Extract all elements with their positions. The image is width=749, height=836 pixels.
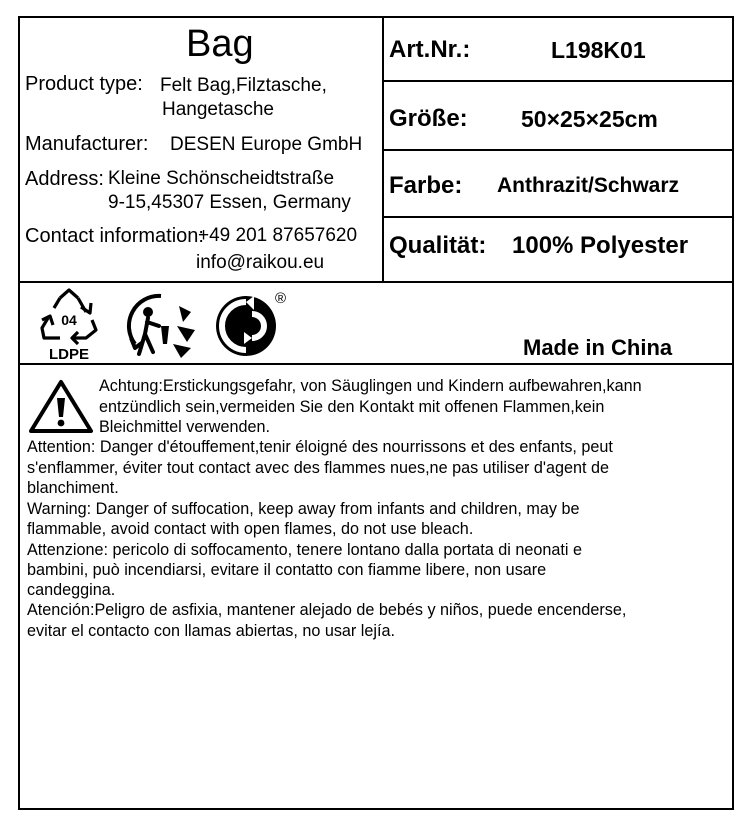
warning-icon: [28, 378, 94, 434]
recycle-ldpe-icon: [34, 286, 104, 362]
made-in-label: Made in China: [523, 335, 673, 360]
registered-mark: ®: [275, 290, 287, 307]
warning-en-line2: flammable, avoid contact with open flames, do not use bleach.: [27, 520, 474, 538]
color-value: Anthrazit/Schwarz: [497, 174, 680, 197]
manufacturer-value: DESEN Europe GmbH: [170, 134, 363, 155]
tidyman-recycle-icon: [121, 292, 201, 360]
size-label: Größe:: [389, 105, 468, 132]
contact-label: Contact information:: [25, 225, 204, 247]
contact-phone: +49 201 87657620: [198, 225, 358, 246]
warning-de-line2: entzündlich sein,vermeiden Sie den Kontakt mit offenen Flammen,kein: [99, 398, 605, 416]
warning-de-line3: Bleichmittel verwenden.: [99, 418, 270, 436]
quality-value: 100% Polyester: [512, 232, 689, 259]
quality-label: Qualität:: [389, 232, 487, 259]
warning-en-line1: Warning: Danger of suffocation, keep away from infants and children, may be: [27, 500, 580, 518]
warning-de-line1: Achtung:Erstickungsgefahr, von Säuglingen und Kindern aufbewahren,kann: [99, 377, 642, 395]
product-type-line2: Hangetasche: [162, 99, 274, 120]
warning-es-line1: Atención:Peligro de asfixia, mantener alejado de bebés y niños, puede encenderse,: [27, 601, 627, 619]
warning-fr-line3: blanchiment.: [27, 479, 119, 497]
warning-it-line1: Attenzione: pericolo di soffocamento, tenere lontano dalla portata di neonati e: [27, 541, 582, 559]
green-dot-icon: [214, 292, 278, 358]
contact-email: info@raikou.eu: [196, 252, 325, 273]
divider-top-section: [18, 281, 734, 283]
article-number-label: Art.Nr.:: [389, 36, 471, 63]
divider-spec-3: [382, 216, 734, 218]
address-label: Address:: [25, 168, 104, 190]
warning-fr-line2: s'enflammer, éviter tout contact avec des flammes nues,ne pas utiliser d'agent de: [27, 459, 610, 477]
warning-es-line2: evitar el contacto con llamas abiertas, no usar lejía.: [27, 622, 396, 640]
warning-it-line2: bambini, può incendiarsi, evitare il contatto con fiamme libere, non usare: [27, 561, 547, 579]
size-value: 50×25×25cm: [521, 106, 658, 132]
color-label: Farbe:: [389, 172, 463, 199]
warning-fr-line1: Attention: Danger d'étouffement,tenir éloigné des nourrissons et des enfants, peut: [27, 438, 613, 456]
warning-it-line3: candeggina.: [27, 581, 116, 599]
article-number-value: L198K01: [551, 37, 646, 63]
divider-spec-2: [382, 149, 734, 151]
divider-symbols-section: [18, 363, 734, 365]
divider-spec-1: [382, 80, 734, 82]
page-title: Bag: [186, 23, 254, 65]
manufacturer-label: Manufacturer:: [25, 133, 149, 155]
product-type-label: Product type:: [25, 73, 143, 95]
recycle-material-text: LDPE: [48, 346, 90, 362]
recycle-code-text: 04: [61, 312, 77, 328]
address-line2: 9-15,45307 Essen, Germany: [108, 192, 351, 213]
product-type-line1: Felt Bag,Filztasche,: [160, 75, 327, 96]
address-line1: Kleine Schönscheidtstraße: [108, 168, 335, 189]
